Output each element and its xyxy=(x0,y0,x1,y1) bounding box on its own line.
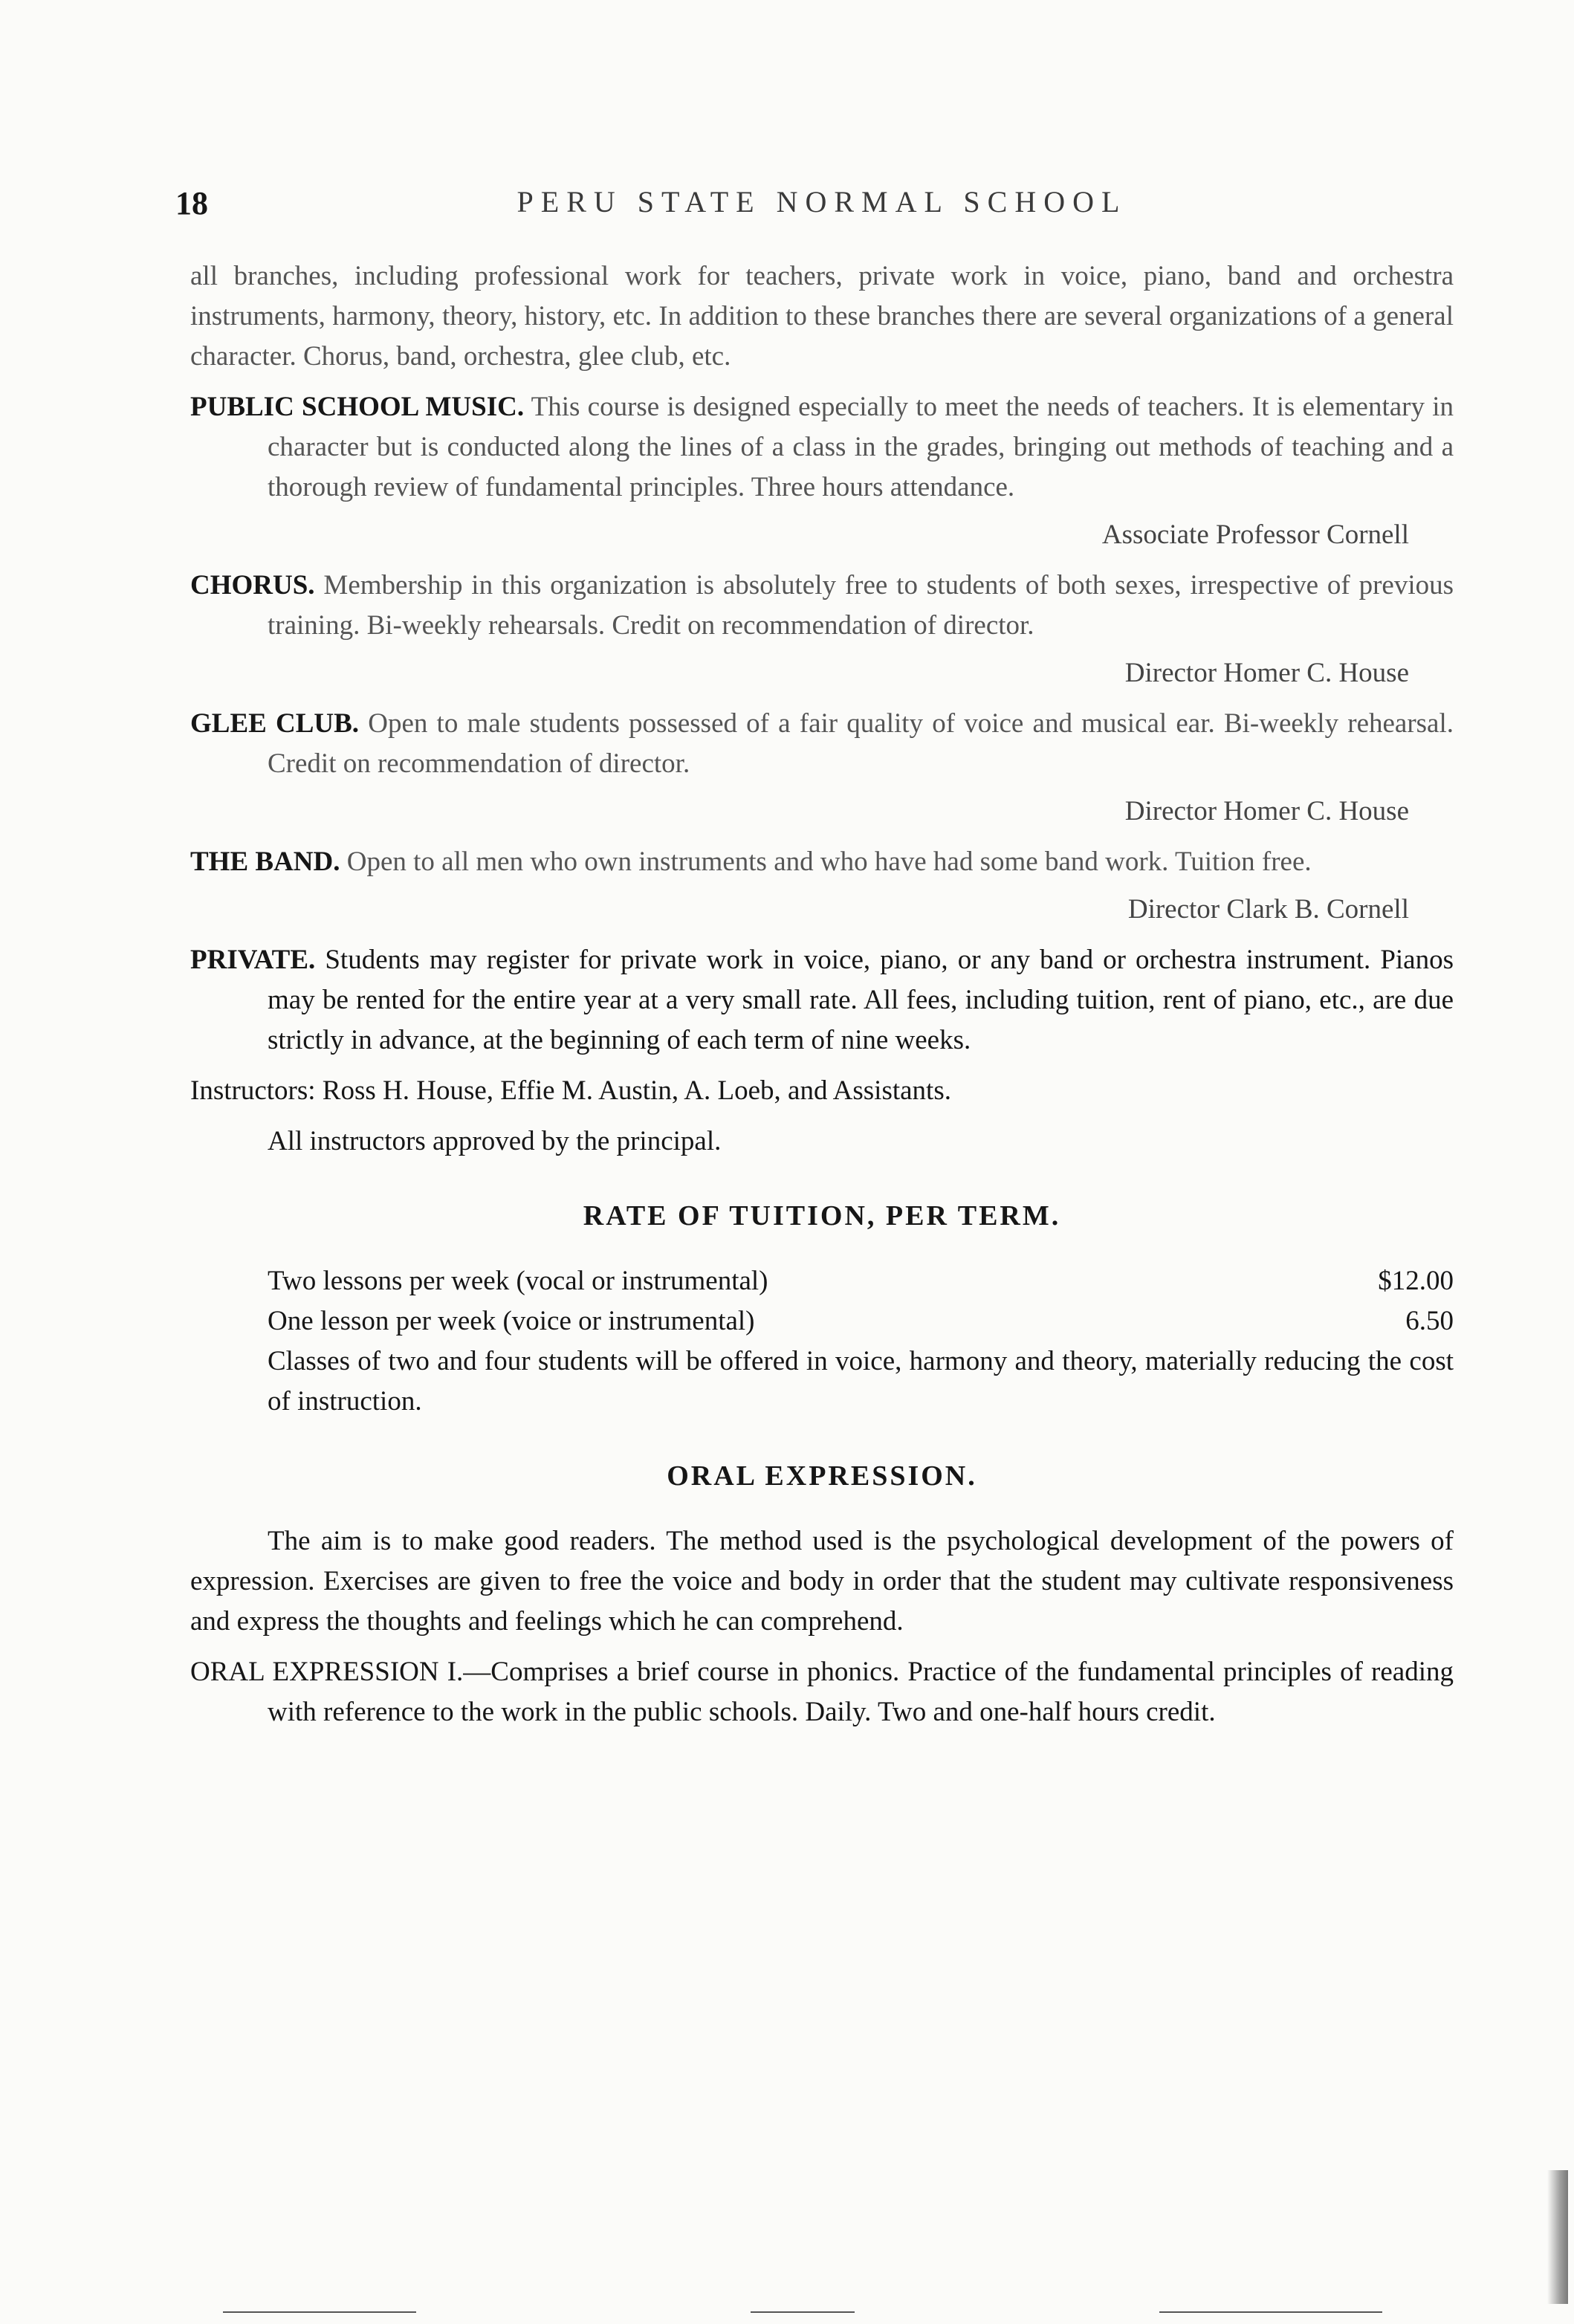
band-heading: THE BAND. xyxy=(190,847,340,877)
scan-page-edge xyxy=(1547,2170,1568,2304)
chorus-signature: Director Homer C. House xyxy=(1124,658,1409,688)
glee-club-entry xyxy=(190,704,1454,784)
glee-club-heading: GLEE CLUB. xyxy=(190,708,360,739)
public-school-music-text: This course is designed especially to meet the needs of teachers. It is elementary in character but is conducted along the lines of a class in the grades, bringing out methods of teaching and a thorough review of fundamental principles. Three hours attendance. xyxy=(268,392,1454,502)
page-body xyxy=(190,256,1454,1743)
chorus-text: Membership in this organization is absolutely free to students of both sexes, irrespective of previous training. Bi-weekly rehearsals. Credit on recommendation of director. xyxy=(268,570,1454,641)
oral-expression-course: ORAL EXPRESSION I.—Comprises a brief course in phonics. Practice of the fundamental principles of reading with reference to the work in the public schools. Daily. Two and one-half hours credit. xyxy=(190,1657,1454,1727)
chorus-heading: CHORUS. xyxy=(190,570,315,601)
band-signature: Director Clark B. Cornell xyxy=(1127,894,1409,925)
tuition-row-one-lesson xyxy=(190,1301,1454,1341)
tuition-row-two-lessons xyxy=(190,1261,1454,1301)
page-header xyxy=(175,184,1468,229)
public-school-music-signature: Associate Professor Cornell xyxy=(1101,519,1409,550)
oral-expression-intro: The aim is to make good readers. The method used is the psychological development of the powers of expression. Exercises are given to free the voice and body in order that the student may cultivate responsiveness and express the thoughts and feelings which he can comprehend. xyxy=(190,1526,1454,1637)
public-school-music-heading: PUBLIC SCHOOL MUSIC. xyxy=(190,392,525,422)
glee-club-text: Open to male students possessed of a fair quality of voice and musical ear. Bi-weekly rehearsal. Credit on recommendation of director. xyxy=(268,708,1454,779)
tuition-row-price: 6.50 xyxy=(1405,1306,1454,1336)
chorus-entry xyxy=(190,566,1454,646)
band-entry xyxy=(190,842,1454,882)
private-entry xyxy=(190,940,1454,1061)
tuition-note: Classes of two and four students will be offered in voice, harmony and theory, materially reducing the cost of instruction. xyxy=(268,1346,1454,1417)
page-number: 18 xyxy=(175,185,208,221)
tuition-row-price: $12.00 xyxy=(1378,1266,1454,1296)
private-text: Students may register for private work in voice, piano, or any band or orchestra instrument. Pianos may be rented for the entire year at a very small rate. All fees, including tuition, rent of piano, etc., are due strictly in advance, at the beginning of each term of nine weeks. xyxy=(268,945,1454,1055)
footer-rule-center xyxy=(751,2311,855,2313)
band-text: Open to all men who own instruments and who have had some band work. Tuition free. xyxy=(346,847,1312,877)
private-heading: PRIVATE. xyxy=(190,945,316,975)
instructors-line: Instructors: Ross H. House, Effie M. Austin, A. Loeb, and Assistants. xyxy=(190,1075,951,1106)
tuition-row-label: Two lessons per week (vocal or instrumental) xyxy=(268,1266,768,1296)
intro-paragraph: all branches, including professional work for teachers, private work in voice, piano, band and orchestra instruments, harmony, theory, history, etc. In addition to these branches there are several organizations of a general character. Chorus, band, orchestra, glee club, etc. xyxy=(190,261,1454,372)
tuition-heading: RATE OF TUITION, PER TERM. xyxy=(583,1200,1061,1231)
oral-expression-heading: ORAL EXPRESSION. xyxy=(667,1460,977,1492)
running-title: PERU STATE NORMAL SCHOOL xyxy=(516,185,1127,219)
glee-club-signature: Director Homer C. House xyxy=(1124,796,1409,826)
instructors-approval: All instructors approved by the principal. xyxy=(268,1126,722,1156)
tuition-row-label: One lesson per week (voice or instrumental) xyxy=(268,1306,755,1336)
footer-rule-left xyxy=(223,2311,416,2313)
public-school-music-entry xyxy=(190,387,1454,508)
footer-rule-right xyxy=(1159,2311,1382,2313)
